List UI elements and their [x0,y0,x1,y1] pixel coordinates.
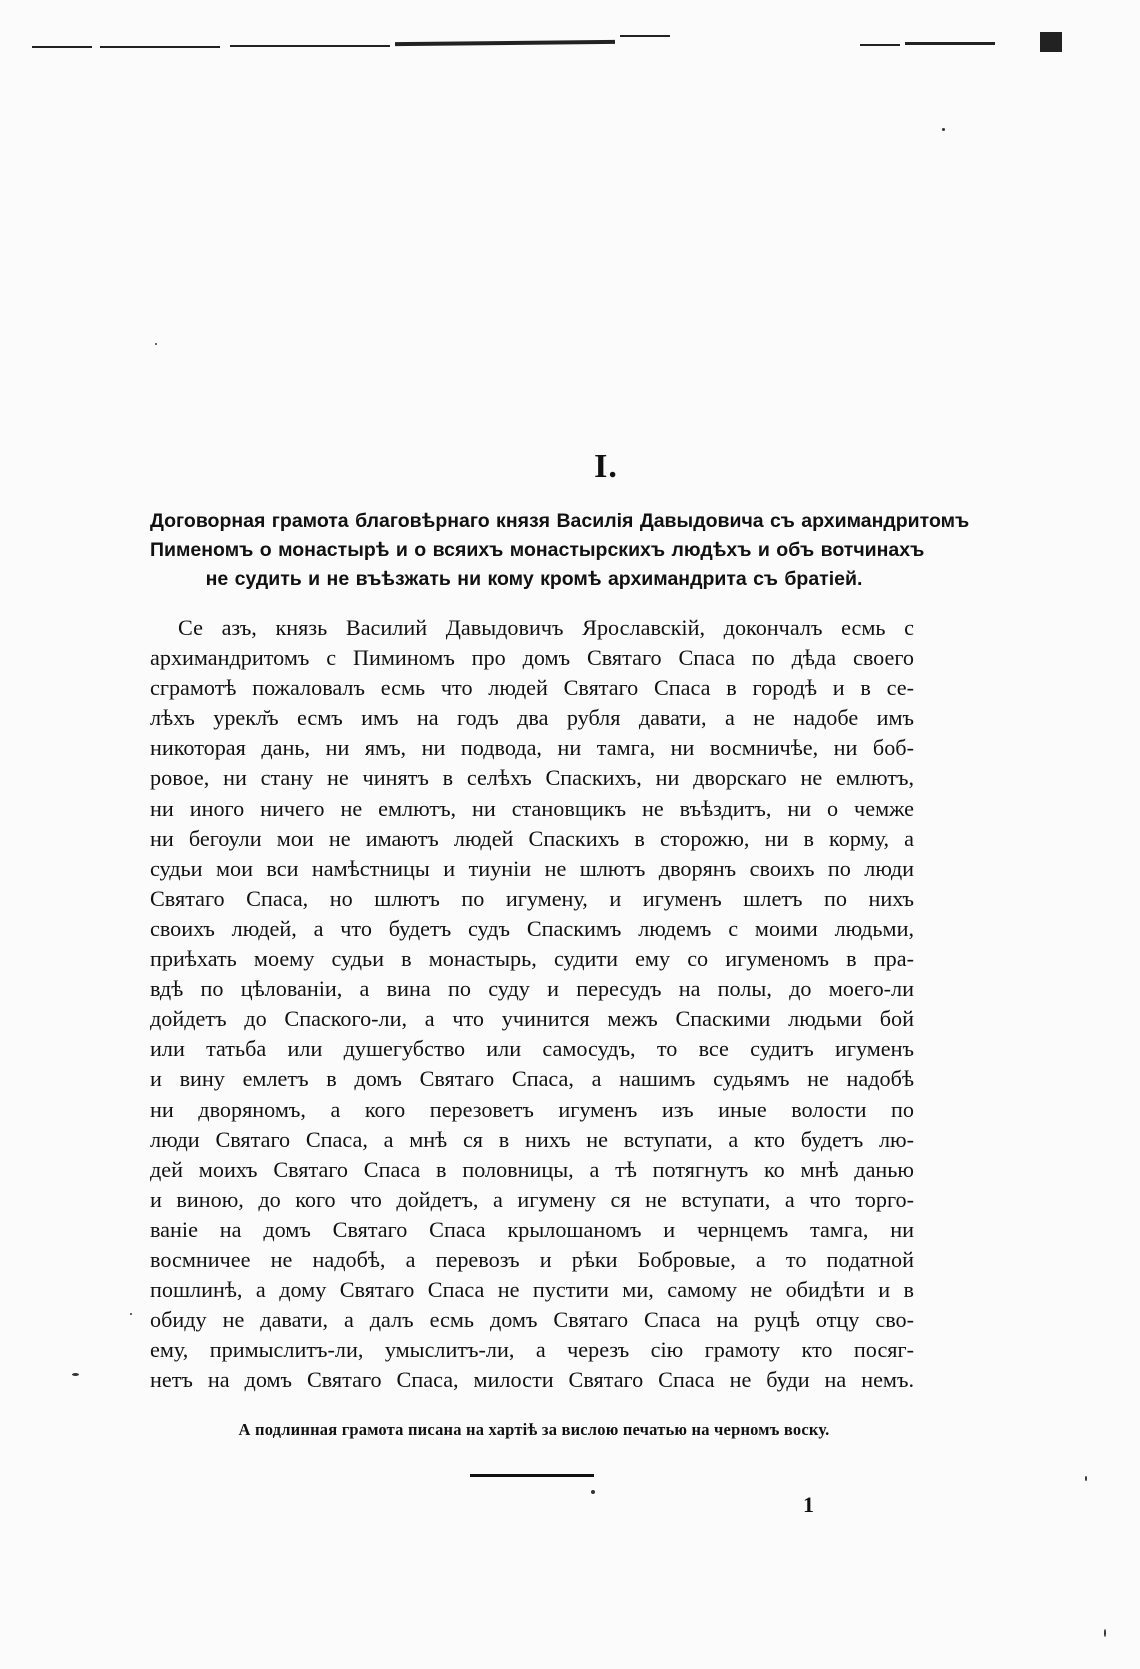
top-scan-rule [620,35,670,37]
top-scan-rule [230,45,390,47]
text-line: люди Святаго Спаса, а мнѣ ся в нихъ не вступати, а кто будетъ лю- [150,1126,914,1152]
text-line: ни бегоули мои не имаютъ людей Спаскихъ в сторожю, ни в корму, а [150,825,914,851]
text-line: сграмотѣ пожаловалъ есмь что людей Святаго Спаса в городѣ и в се- [150,675,914,701]
text-line: дей моихъ Святаго Спаса в половницы, а тѣ потягнутъ ко мнѣ данью [150,1156,914,1182]
text-line: ему, примыслитъ-ли, умыслитъ-ли, а черезъ сію грамоту кто посяг- [150,1337,914,1363]
text-line: нетъ на домъ Святаго Спаса, милости Святаго Спаса не буди на немъ. [150,1367,914,1393]
text-line: вдѣ по цѣлованіи, а вина по суду и пересудъ на полы, до моего-ли [150,976,914,1002]
text-line: и виною, до кого что дойдетъ, а игумену ся не вступати, а что торго- [150,1186,914,1212]
text-line: ни иного ничего не емлютъ, ни становщикъ не въѣздитъ, ни о чемже [150,795,914,821]
scan-speck [1104,1629,1106,1637]
top-scan-rule [905,42,995,45]
top-scan-rule [1040,32,1062,52]
text-line: лѣхъ урекл̆ъ есмъ имъ на годъ два рубля давати, а не надобе имъ [150,705,914,731]
text-line: Святаго Спаса, но шлютъ по игумену, и игуменъ шлетъ по нихъ [150,885,914,911]
text-line: никоторая дань, ни ямъ, ни подвода, ни тамга, ни восмничѣе, ни боб- [150,735,914,761]
text-line: архимандритомъ с Пиминомъ про домъ Святаго Спаса по дѣда своего [150,645,914,671]
heading-line: не судить и не въѣзжать ни кому кромѣ архимандрита съ братіей. [205,568,863,590]
text-line: ни дворяномъ, а кого перезоветъ игуменъ изъ иные волости по [150,1096,914,1122]
scan-speck [130,1313,132,1315]
document-heading [150,507,970,594]
text-line: Се азъ, князь Василий Давыдовичъ Ярославскій, докончалъ есмь с [178,615,914,640]
top-scan-rule [100,46,220,48]
text-line: ровое, ни стану не чинятъ в селѣхъ Спаскихъ, ни дворскаго не емлютъ, [150,765,914,791]
text-line: приѣхать моему судьи в монастырь, судити ему со игуменомъ в пра- [150,946,914,972]
scan-speck [1085,1476,1087,1481]
top-scan-rule [860,44,900,46]
text-line: ваніе на домъ Святаго Спаса крылошаномъ и чернцемъ тамга, ни [150,1216,914,1242]
top-scan-rule [32,46,92,48]
heading-line: Пименомъ о монастырѣ и о всяихъ монастырскихъ людѣхъ и объ вотчинахъ [150,539,925,561]
page-number: 1 [803,1492,814,1517]
text-line: судьи мои вси намѣстницы и тиуніи не шлютъ дворянъ своихъ по люди [150,855,914,881]
section-number: I. [594,448,618,485]
charter-text [150,613,914,1395]
text-line: дойдетъ до Спаского-ли, а что учинится межъ Спаскими людьми бой [150,1006,914,1032]
scan-speck [155,343,157,345]
text-line: или татьба или душегубство или самосудъ, то все судитъ игуменъ [150,1036,914,1062]
end-divider [470,1474,594,1477]
text-line: обиду не давати, а далъ есмь домъ Святаго Спаса на руцѣ отцу сво- [150,1307,914,1333]
text-line: и вину емлетъ в домъ Святаго Спаса, а нашимъ судьямъ не надобѣ [150,1066,914,1092]
heading-line: Договорная грамота благовѣрнаго князя Василія Давыдовича съ архимандритомъ [150,510,970,532]
closing-note: А подлинная грамота писана на хартіѣ за вислою печатью на черномъ воску. [238,1420,830,1439]
text-line: восмничее не надобѣ, а перевозъ и рѣки Бобровые, а то податной [150,1246,914,1272]
text-line: пошлинѣ, а дому Святаго Спаса не пустити ми, самому не обидѣти и в [150,1277,914,1303]
text-line: своихъ людей, а что будетъ судъ Спаскимъ людемъ с моими людьми, [150,915,914,941]
top-scan-rule [395,40,615,46]
scan-speck [942,128,945,131]
scan-speck [72,1373,79,1376]
scan-speck [591,1490,595,1494]
